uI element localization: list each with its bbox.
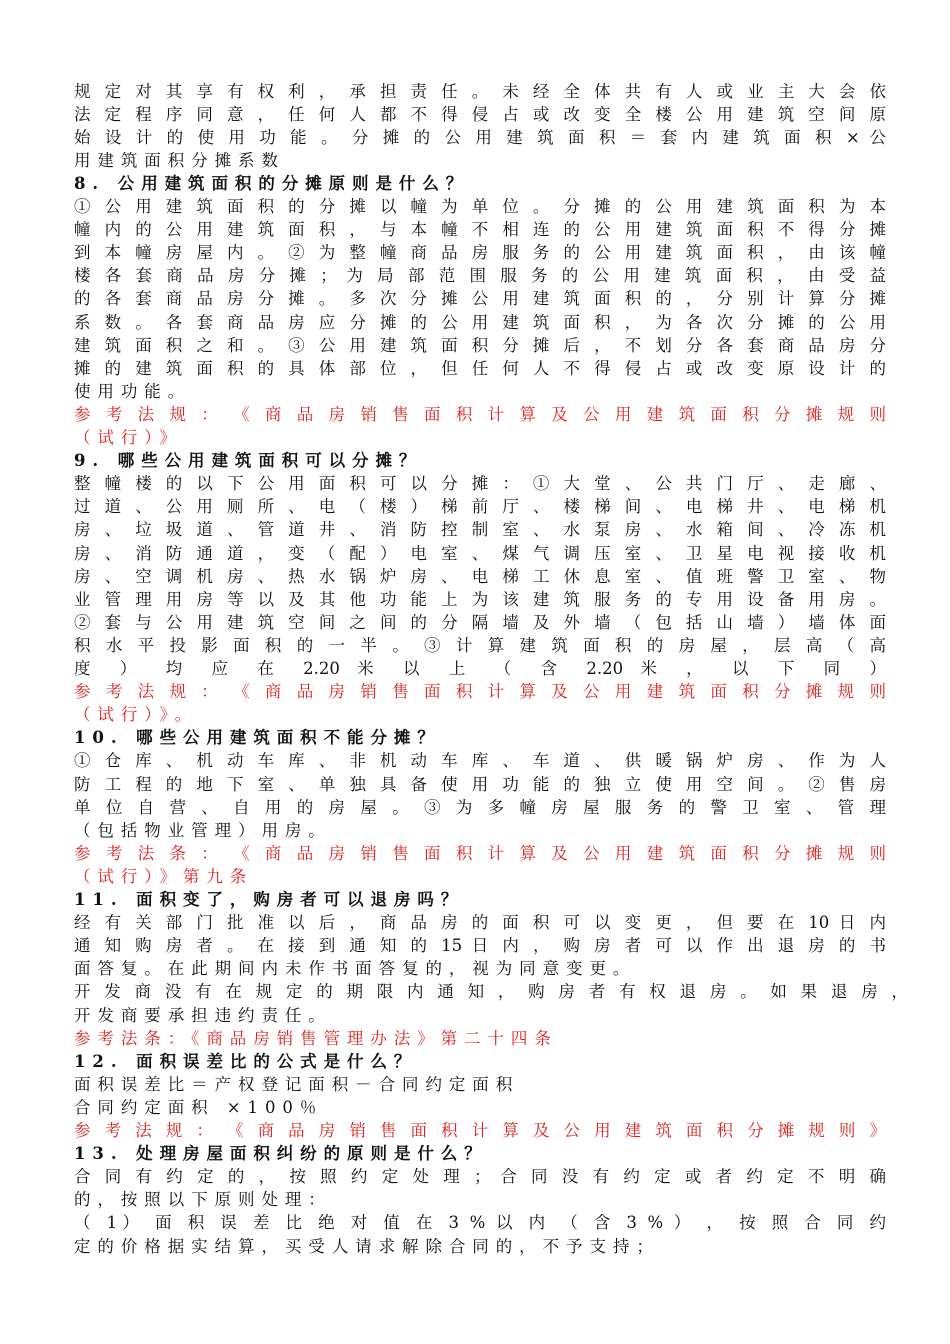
reference-line: 参 考 法 条 ： 《 商 品 房 销 售 面 积 计 算 及 公 用 建 筑 面 积 分 摊 规 则 [74, 843, 886, 863]
text-line: 开 发 商 没 有 在 规 定 的 期 限 内 通 知 ， 购 房 者 有 权 退 房 。 如 果 退 房 ， [74, 982, 908, 1002]
reference-line: 参考法条：《商品房销售管理办法》第二十四条 [74, 1028, 558, 1048]
text-line: 过 道 、 公 用 厕 所 、 电 （ 楼 ） 梯 前 厅 、 楼 梯 间 、 电 梯 井 、 电 梯 机 [74, 497, 886, 517]
reference-line: 参 考 法 规 ： 《 商 品 房 销 售 面 积 计 算 及 公 用 建 筑 面 积 分 摊 规 则 [74, 404, 886, 424]
text-line: 到 本 幢 房 屋 内 。 ② 为 整 幢 商 品 房 服 务 的 公 用 建 筑 面 积 ， 由 该 幢 [74, 243, 886, 263]
text-line: ② 套 与 公 用 建 筑 空 间 之 间 的 分 隔 墙 及 外 墙 （ 包 括 山 墙 ） 墙 体 面 [74, 612, 886, 632]
question-heading: 10. 哪些公用建筑面积不能分摊？ [74, 728, 441, 748]
text-line: 单 位 自 营 、 自 用 的 房 屋 。 ③ 为 多 幢 房 屋 服 务 的 警 卫 室 、 管 理 [74, 797, 886, 817]
text-line: 业 管 理 用 房 等 以 及 其 他 功 能 上 为 该 建 筑 服 务 的 专 用 设 备 用 房 。 [74, 589, 886, 609]
reference-line: （试行）》。 [74, 705, 199, 725]
text-line: 房 、 消 防 通 道 ， 变 （ 配 ） 电 室 、 煤 气 调 压 室 、 卫 星 电 视 接 收 机 [74, 543, 886, 563]
text-line: 定的价格据实结算，买受人请求解除合同的，不予支持； [74, 1236, 660, 1256]
text-line: ① 公 用 建 筑 面 积 的 分 摊 以 幢 为 单 位 。 分 摊 的 公 用 建 筑 面 积 为 本 [74, 197, 886, 216]
text-line: 规 定 对 其 享 有 权 利 ， 承 担 责 任 。 未 经 全 体 共 有 人 或 业 主 大 会 依 [74, 81, 886, 101]
text-line: （包括物业管理）用房。 [74, 820, 332, 840]
text-line: 积 水 平 投 影 面 积 的 一 半 。 ③ 计 算 建 筑 面 积 的 房 屋 ， 层 高 （ 高 [74, 635, 886, 655]
text-line: 经 有 关 部 门 批 准 以 后 ， 商 品 房 的 面 积 可 以 变 更 ， 但 要 在 10 日 内 [74, 913, 886, 933]
text-line: 的，按照以下原则处理： [74, 1190, 332, 1210]
question-heading: 8. 公用建筑面积的分摊原则是什么？ [74, 173, 470, 193]
reference-line: 参 考 法 规 ： 《 商 品 房 销 售 面 积 计 算 及 公 用 建 筑 面 积 分 摊 规 则 》 [74, 1121, 886, 1140]
text-line: 整 幢 楼 的 以 下 公 用 面 积 可 以 分 摊 ： ① 大 堂 、 公 共 门 厅 、 走 廊 、 [74, 474, 886, 494]
text-line: 幢 内 的 公 用 建 筑 面 积 ， 与 本 幢 不 相 连 的 公 用 建 筑 面 积 不 得 分 摊 [74, 220, 886, 240]
text-line: ① 仓 库 、 机 动 车 库 、 非 机 动 车 库 、 车 道 、 供 暖 锅 炉 房 、 作 为 人 [74, 751, 886, 771]
text-line: 法 定 程 序 同 意 ， 任 何 人 都 不 得 侵 占 或 改 变 全 楼 公 用 建 筑 空 间 原 [74, 104, 886, 124]
text-line: 始 设 计 的 使 用 功 能 。 分 摊 的 公 用 建 筑 面 积 ＝ 套 内 建 筑 面 积 × 公 [74, 127, 886, 147]
question-heading: 13. 处理房屋面积纠纷的原则是什么？ [74, 1144, 488, 1164]
question-heading: 12. 面积误差比的公式是什么？ [74, 1051, 418, 1071]
text-line: （ 1） 面 积 误 差 比 绝 对 值 在 3 % 以 内 （ 含 3 % ） ， 按 照 合 同 约 [74, 1213, 886, 1233]
text-line: 楼 各 套 商 品 房 分 摊 ； 为 局 部 范 围 服 务 的 公 用 建 筑 面 积 ， 由 受 益 [74, 266, 886, 286]
question-heading: 11. 面积变了，购房者可以退房吗？ [74, 890, 465, 909]
text-line: 的 各 套 商 品 房 分 摊 。 多 次 分 摊 公 用 建 筑 面 积 的 ， 分 别 计 算 分 摊 [74, 289, 886, 309]
text-line: 合 同 有 约 定 的 ， 按 照 约 定 处 理 ； 合 同 没 有 约 定 或 者 约 定 不 明 确 [74, 1167, 886, 1187]
text-line: 使用功能。 [74, 381, 192, 401]
text-line: 开发商要承担违约责任。 [74, 1005, 332, 1025]
text-line: 房 、 空 调 机 房 、 热 水 锅 炉 房 、 电 梯 工 休 息 室 、 值 班 警 卫 室 、 物 [74, 566, 886, 586]
reference-line: （试行）》第九条 [74, 866, 254, 886]
text-line: 系 数 。 各 套 商 品 房 应 分 摊 的 公 用 建 筑 面 积 ， 为 各 次 分 摊 的 公 用 [74, 312, 886, 332]
text-line: 面积误差比＝产权登记面积－合同约定面积 [74, 1074, 520, 1094]
text-line: 房 、 垃 圾 道 、 管 道 井 、 消 防 控 制 室 、 水 泵 房 、 水 箱 间 、 冷 冻 机 [74, 520, 886, 540]
text-line: 度 ） 均 应 在 2.20 米 以 上 （ 含 2.20 米 ， 以 下 同 ） [74, 659, 886, 678]
text-line: 防 工 程 的 地 下 室 、 单 独 具 备 使 用 功 能 的 独 立 使 用 空 间 。 ② 售 房 [74, 774, 886, 794]
reference-line: （试行）》 [74, 428, 183, 447]
text-line: 面答复。在此期间内未作书面答复的，视为同意变更。 [74, 959, 637, 979]
text-line: 通 知 购 房 者 。 在 接 到 通 知 的 15 日 内 ， 购 房 者 可 以 作 出 退 房 的 书 [74, 936, 886, 956]
text-line: 建 筑 面 积 之 和 。 ③ 公 用 建 筑 面 积 分 摊 后 ， 不 划 分 各 套 商 品 房 分 [74, 335, 886, 355]
text-line: 摊 的 建 筑 面 积 的 具 体 部 位 ， 但 任 何 人 不 得 侵 占 或 改 变 原 设 计 的 [74, 358, 886, 378]
reference-line: 参 考 法 规 ： 《 商 品 房 销 售 面 积 计 算 及 公 用 建 筑 面 积 分 摊 规 则 [74, 682, 886, 702]
text-line: 用建筑面积分摊系数 [74, 150, 285, 170]
text-line: 合同约定面积 ×100％ [74, 1097, 324, 1117]
question-heading: 9. 哪些公用建筑面积可以分摊？ [74, 451, 423, 471]
